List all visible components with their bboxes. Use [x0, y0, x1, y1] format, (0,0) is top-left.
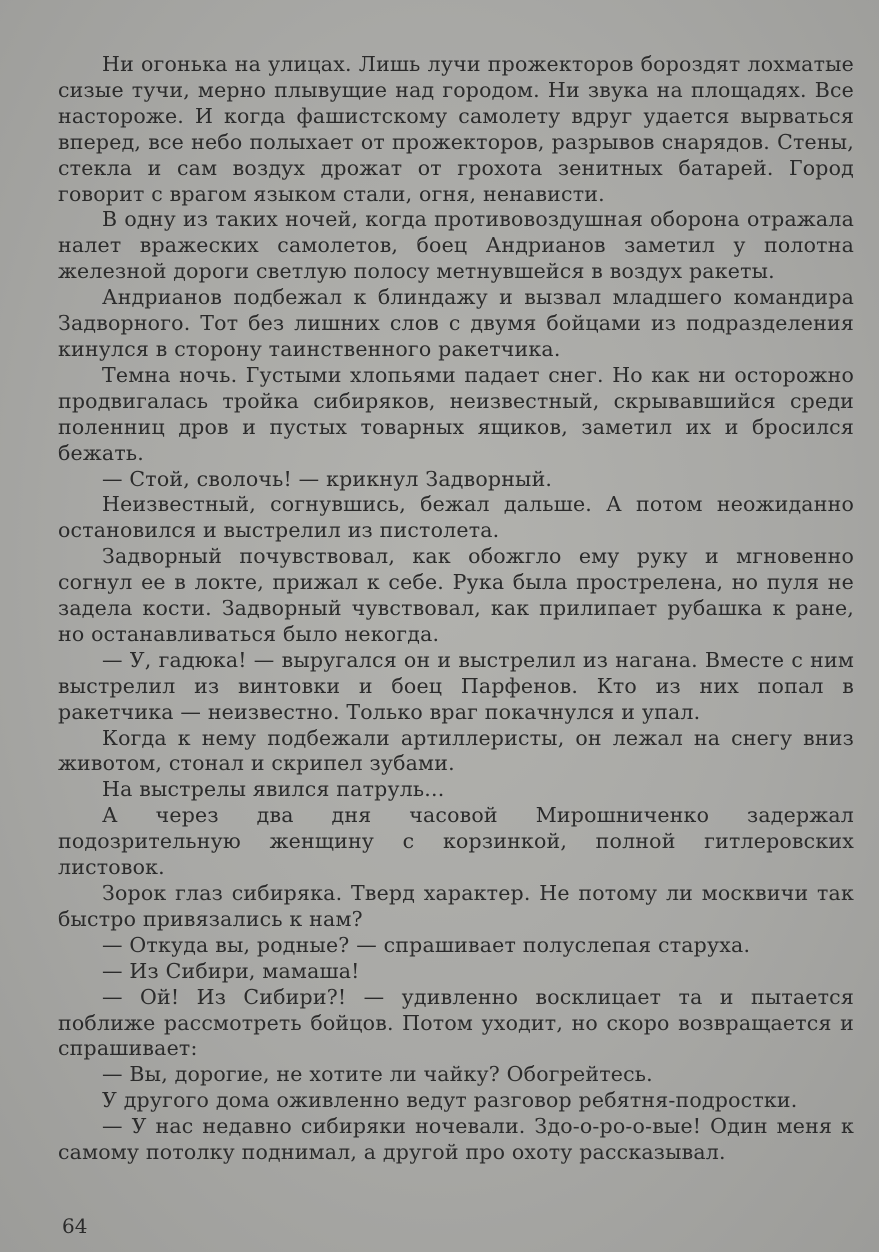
paragraph: — У нас недавно сибиряки ночевали. Здо-о-ро-о-вые! Один меня к самому потолку поднимал, а другой про охоту рассказывал.	[58, 1114, 854, 1165]
paragraph: Андрианов подбежал к блиндажу и вызвал младшего командира Задворного. Тот без лишних слов с двумя бойцами из подразделения кинулся в сторону таинственного ракетчика.	[58, 285, 854, 361]
paragraph: — Стой, сволочь! — крикнул Задворный.	[102, 466, 553, 491]
page-text	[58, 52, 854, 1166]
paragraph: Зорок глаз сибиряка. Тверд характер. Не потому ли москвичи так быстро привязались к нам?	[58, 881, 854, 931]
paragraph: Задворный почувствовал, как обожгло ему руку и мгновенно согнул ее в локте, прижал к себе. Рука была прострелена, но пуля не задела кости. Задворный чувствовал, как прилипает рубашка к ране, но останавливаться было некогда.	[58, 544, 854, 646]
page-number: 64	[62, 1214, 88, 1238]
paragraph: — Вы, дорогие, не хотите ли чайку? Обогрейтесь.	[102, 1062, 653, 1087]
paragraph: Неизвестный, согнувшись, бежал дальше. А потом неожиданно остановился и выстрелил из пистолета.	[58, 492, 854, 543]
paragraph: Когда к нему подбежали артиллеристы, он лежал на снегу вниз животом, стонал и скрипел зубами.	[58, 725, 854, 776]
paragraph: Темна ночь. Густыми хлопьями падает снег. Но как ни осторожно продвигалась тройка сибиряков, неизвестный, скрывавшийся среди поленниц дров и пустых товарных ящиков, заметил их и бросился бежать.	[58, 362, 854, 465]
paragraph: У другого дома оживленно ведут разговор ребятня-подростки.	[102, 1088, 798, 1113]
paragraph: — Из Сибири, мамаша!	[102, 958, 360, 983]
paragraph: На выстрелы явился патруль...	[102, 777, 445, 802]
paragraph: — У, гадюка! — выругался он и выстрелил из нагана. Вместе с ним выстрелил из винтовки и боец Парфенов. Кто из них попал в ракетчика — неизвестно. Только враг покачнулся и упал.	[58, 647, 854, 724]
paragraph: А через два дня часовой Мирошниченко задержал подозрительную женщину с корзинкой, полной гитлеровских листовок.	[58, 803, 854, 880]
paragraph: — Откуда вы, родные? — спрашивает полуслепая старуха.	[102, 932, 751, 957]
paragraph: Ни огонька на улицах. Лишь лучи прожекторов бороздят лохматые сизые тучи, мерно плывущие над городом. Ни звука на площадях. Все настороже. И когда фашистскому самолету вдруг удается вырваться вперед, все небо полыхает от прожекторов, разрывов снарядов. Стены, стекла и сам воздух дрожат от грохота зенитных батарей. Город говорит с врагом языком стали, огня, ненависти.	[58, 52, 854, 206]
paragraph: — Ой! Из Сибири?! — удивленно восклицает та и пытается поближе рассмотреть бойцов. Потом уходит, но скоро возвращается и спрашивает:	[58, 984, 854, 1061]
paragraph: В одну из таких ночей, когда противовоздушная оборона отражала налет вражеских самолетов, боец Андрианов заметил у полотна железной дороги светлую полосу метнувшейся в воздух ракеты.	[58, 207, 854, 284]
